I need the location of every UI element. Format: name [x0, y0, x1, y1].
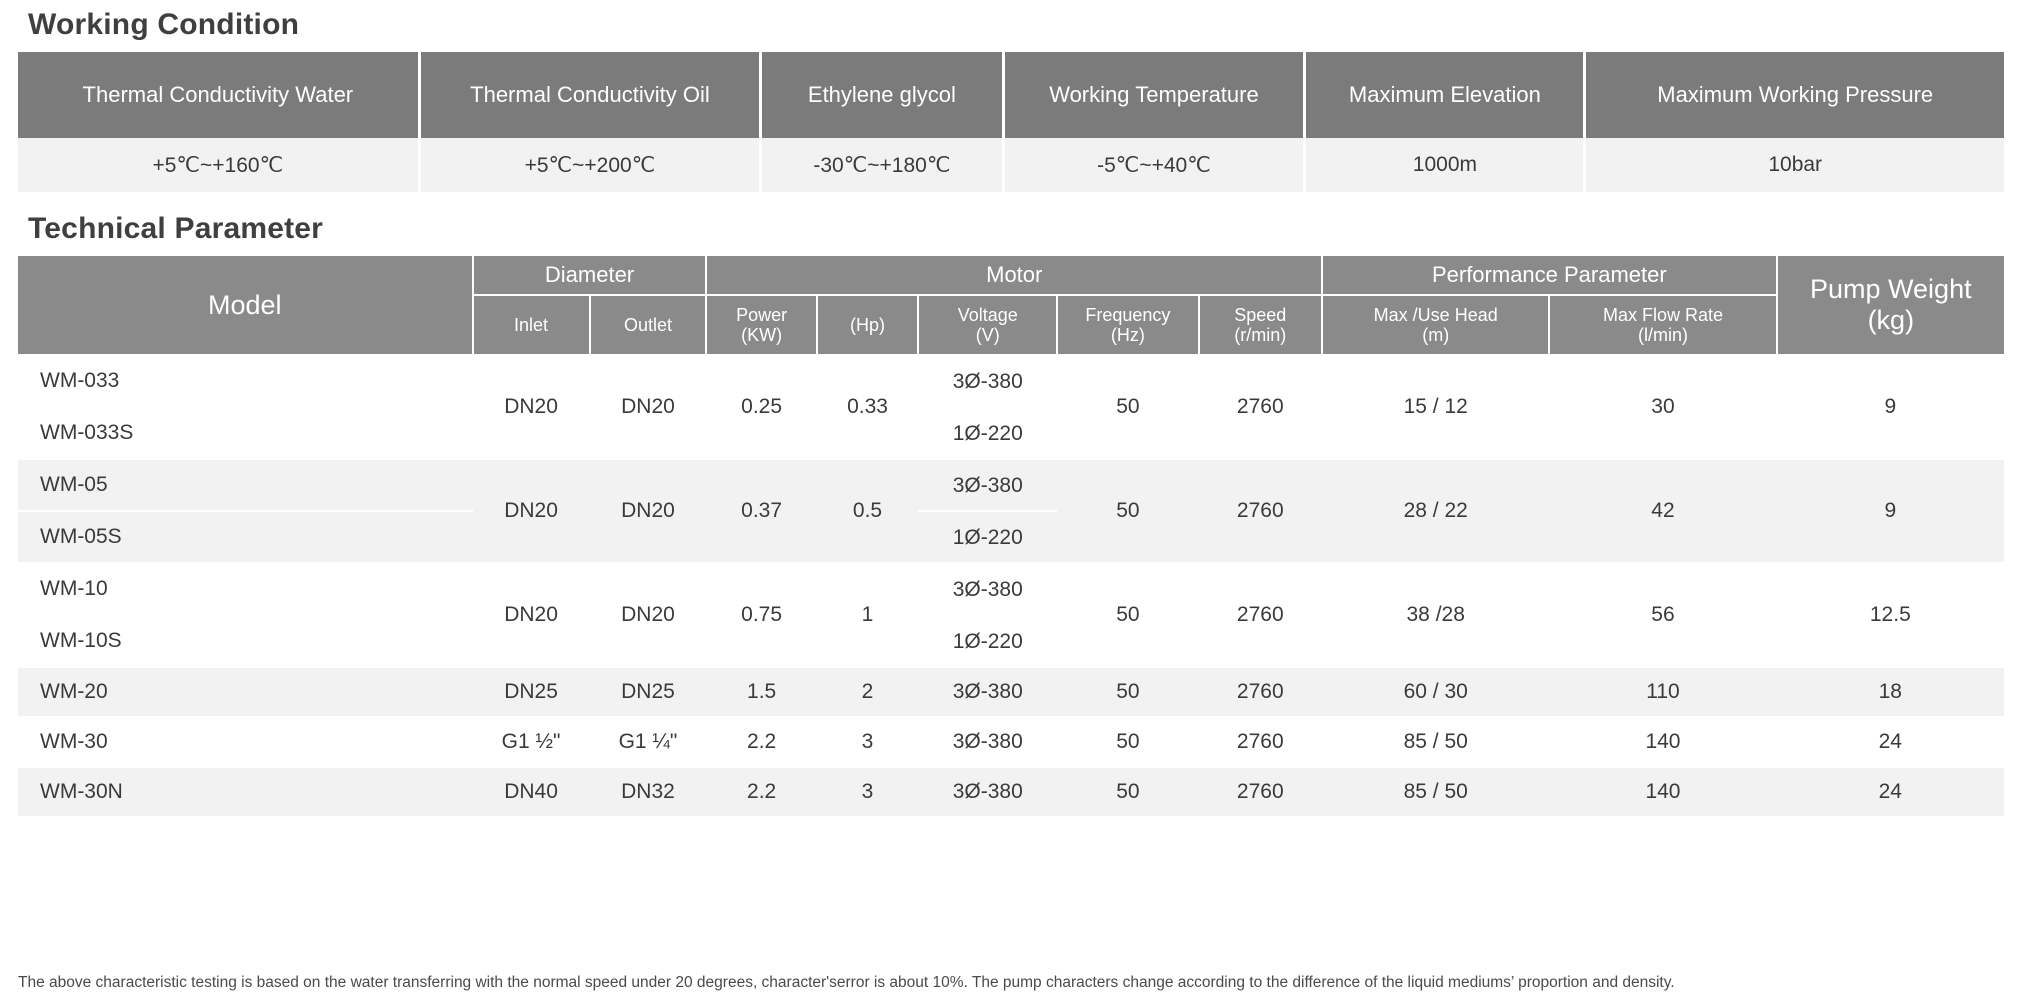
tp-header-pump-weight-label: Pump Weight — [1810, 274, 1972, 304]
tp-inlet: DN40 — [473, 767, 590, 817]
tp-max-flow: 56 — [1549, 563, 1776, 667]
tp-header-model: Model — [18, 256, 473, 355]
tp-model-name: WM-30N — [18, 767, 473, 817]
table-row — [18, 355, 2004, 407]
tp-inlet: DN25 — [473, 667, 590, 717]
tp-max-flow: 110 — [1549, 667, 1776, 717]
table-row — [18, 767, 2004, 817]
wc-value-cell: 1000m — [1305, 138, 1585, 192]
tp-header-speed-label: Speed — [1234, 304, 1287, 325]
working-condition-value-row — [18, 138, 2004, 192]
wc-value-cell: -30℃~+180℃ — [761, 138, 1003, 192]
tp-speed: 2760 — [1199, 767, 1323, 817]
tp-weight: 9 — [1777, 355, 2004, 459]
tp-inlet: G1 ½" — [473, 717, 590, 767]
tp-hp: 0.5 — [817, 459, 918, 563]
tp-model-name: WM-10S — [18, 615, 473, 667]
tp-inlet: DN20 — [473, 563, 590, 667]
tp-hp: 2 — [817, 667, 918, 717]
tp-outlet: DN25 — [590, 667, 707, 717]
tp-header-power-label: Power — [736, 304, 788, 325]
table-row — [18, 563, 2004, 615]
wc-header-cell: Maximum Working Pressure — [1585, 52, 2004, 138]
tp-power: 0.37 — [706, 459, 816, 563]
tp-speed: 2760 — [1199, 667, 1323, 717]
tp-hp: 1 — [817, 563, 918, 667]
table-row — [18, 459, 2004, 511]
tp-model-name: WM-05S — [18, 511, 473, 563]
tp-weight: 18 — [1777, 667, 2004, 717]
tp-max-flow: 140 — [1549, 767, 1776, 817]
tp-speed: 2760 — [1199, 563, 1323, 667]
tp-hp: 3 — [817, 717, 918, 767]
wc-header-cell: Ethylene glycol — [761, 52, 1003, 138]
tp-header-max-flow-label: Max Flow Rate — [1602, 304, 1723, 325]
wc-value-cell: -5℃~+40℃ — [1003, 138, 1305, 192]
tp-header-speed — [1199, 295, 1323, 355]
wc-value-cell: 10bar — [1585, 138, 2004, 192]
working-condition-header-row — [18, 52, 2004, 138]
tp-model-name: WM-30 — [18, 717, 473, 767]
tp-header-max-flow-unit: (l/min) — [1637, 325, 1688, 345]
tp-voltage: 3Ø-380 — [918, 355, 1057, 407]
tp-power: 2.2 — [706, 767, 816, 817]
tp-header-voltage-label: Voltage — [957, 304, 1018, 325]
tp-max-flow: 42 — [1549, 459, 1776, 563]
tp-model-name: WM-033S — [18, 407, 473, 459]
tp-header-frequency-label: Frequency — [1085, 304, 1171, 325]
tp-power: 2.2 — [706, 717, 816, 767]
wc-value-cell: +5℃~+200℃ — [419, 138, 761, 192]
tp-outlet: DN20 — [590, 355, 707, 459]
tp-voltage: 1Ø-220 — [918, 511, 1057, 563]
tp-weight: 24 — [1777, 767, 2004, 817]
tp-max-flow: 30 — [1549, 355, 1776, 459]
tp-power: 0.75 — [706, 563, 816, 667]
tp-voltage: 3Ø-380 — [918, 767, 1057, 817]
wc-header-cell: Working Temperature — [1003, 52, 1305, 138]
tp-voltage: 1Ø-220 — [918, 407, 1057, 459]
tp-header-performance: Performance Parameter — [1322, 256, 1777, 295]
tp-header-speed-unit: (r/min) — [1234, 325, 1287, 345]
table-row — [18, 667, 2004, 717]
tp-outlet: DN20 — [590, 459, 707, 563]
tp-frequency: 50 — [1057, 459, 1198, 563]
table-row — [18, 717, 2004, 767]
tp-frequency: 50 — [1057, 767, 1198, 817]
tp-power: 1.5 — [706, 667, 816, 717]
tp-voltage: 3Ø-380 — [918, 563, 1057, 615]
tp-header-hp: (Hp) — [817, 295, 918, 355]
tp-max-head: 60 / 30 — [1322, 667, 1549, 717]
tp-outlet: DN32 — [590, 767, 707, 817]
working-condition-title: Working Condition — [28, 8, 300, 41]
tp-max-head: 28 / 22 — [1322, 459, 1549, 563]
tp-max-flow: 140 — [1549, 717, 1776, 767]
tp-model-name: WM-20 — [18, 667, 473, 717]
tp-voltage: 3Ø-380 — [918, 667, 1057, 717]
tp-header-power — [706, 295, 816, 355]
tp-group-header-row — [18, 256, 2004, 295]
tp-speed: 2760 — [1199, 459, 1323, 563]
technical-parameter-table — [18, 256, 2004, 818]
tp-header-voltage — [918, 295, 1057, 355]
tp-voltage: 1Ø-220 — [918, 615, 1057, 667]
tp-header-power-unit: (KW) — [741, 325, 783, 345]
tp-frequency: 50 — [1057, 667, 1198, 717]
tp-header-frequency — [1057, 295, 1198, 355]
wc-header-cell: Thermal Conductivity Oil — [419, 52, 761, 138]
tp-weight: 9 — [1777, 459, 2004, 563]
tp-frequency: 50 — [1057, 717, 1198, 767]
footnote: The above characteristic testing is based on the water transferring with the normal speed under 20 degrees, character'serror is about 10%. The pump characters change according to the difference of the liquid mediums’ proportion and density. — [18, 974, 1675, 992]
tp-frequency: 50 — [1057, 563, 1198, 667]
tp-header-voltage-unit: (V) — [975, 325, 1000, 345]
tp-header-max-head-unit: (m) — [1422, 325, 1450, 345]
working-condition-table — [18, 52, 2004, 192]
wc-header-cell: Maximum Elevation — [1305, 52, 1585, 138]
tp-hp: 3 — [817, 767, 918, 817]
tp-inlet: DN20 — [473, 459, 590, 563]
datasheet-page — [0, 8, 2022, 1008]
tp-hp: 0.33 — [817, 355, 918, 459]
tp-power: 0.25 — [706, 355, 816, 459]
wc-value-cell: +5℃~+160℃ — [18, 138, 419, 192]
tp-header-frequency-unit: (Hz) — [1110, 325, 1145, 345]
tp-inlet: DN20 — [473, 355, 590, 459]
tp-max-head: 15 / 12 — [1322, 355, 1549, 459]
tp-speed: 2760 — [1199, 717, 1323, 767]
tp-max-head: 85 / 50 — [1322, 767, 1549, 817]
tp-model-name: WM-05 — [18, 459, 473, 511]
tp-voltage: 3Ø-380 — [918, 717, 1057, 767]
tp-header-diameter: Diameter — [473, 256, 707, 295]
tp-max-head: 85 / 50 — [1322, 717, 1549, 767]
wc-header-cell: Thermal Conductivity Water — [18, 52, 419, 138]
tp-outlet: G1 ¼" — [590, 717, 707, 767]
tp-max-head: 38 /28 — [1322, 563, 1549, 667]
tp-voltage: 3Ø-380 — [918, 459, 1057, 511]
tp-frequency: 50 — [1057, 355, 1198, 459]
tp-speed: 2760 — [1199, 355, 1323, 459]
tp-header-max-head-label: Max /Use Head — [1373, 304, 1498, 325]
tp-model-name: WM-10 — [18, 563, 473, 615]
tp-header-inlet: Inlet — [473, 295, 590, 355]
tp-weight: 12.5 — [1777, 563, 2004, 667]
tp-header-motor: Motor — [706, 256, 1322, 295]
technical-parameter-title: Technical Parameter — [28, 212, 324, 245]
tp-weight: 24 — [1777, 717, 2004, 767]
tp-model-name: WM-033 — [18, 355, 473, 407]
tp-header-pump-weight-unit: (kg) — [1867, 305, 1915, 335]
tp-outlet: DN20 — [590, 563, 707, 667]
tp-header-outlet: Outlet — [590, 295, 707, 355]
tp-header-max-head — [1322, 295, 1549, 355]
tp-header-max-flow — [1549, 295, 1776, 355]
tp-header-pump-weight — [1777, 256, 2004, 355]
